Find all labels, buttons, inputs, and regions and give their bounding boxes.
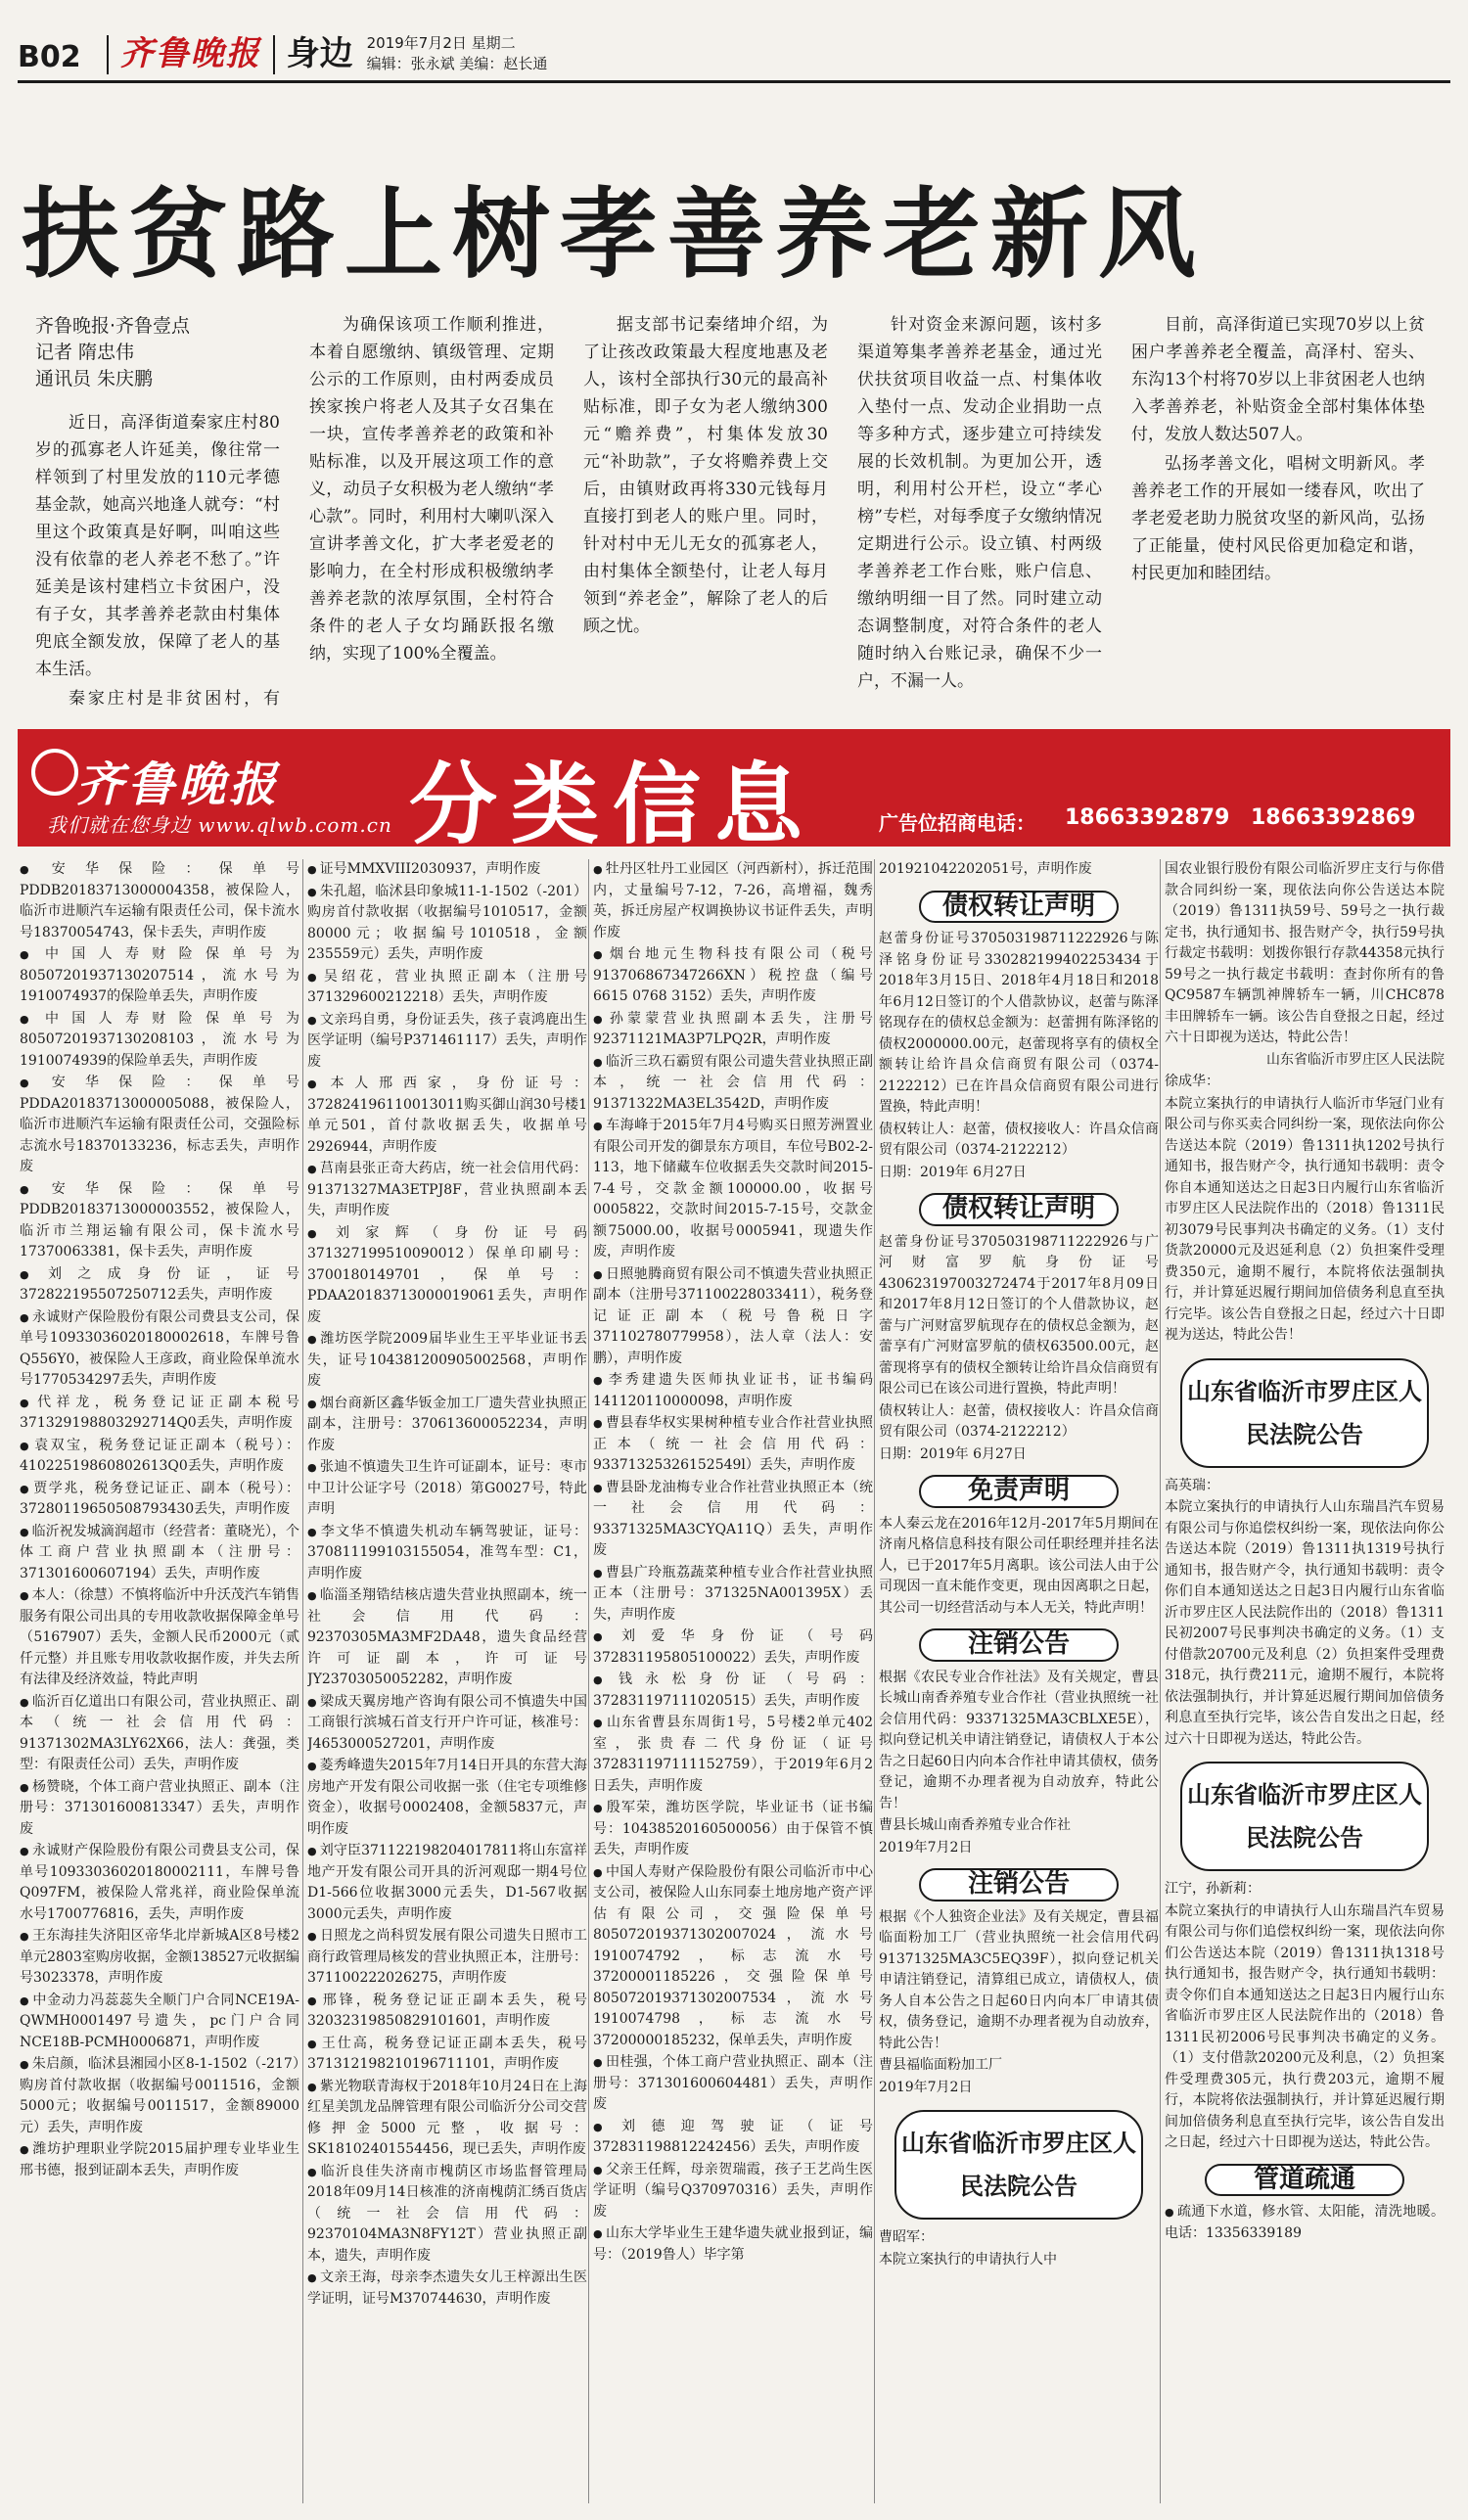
notice-addressee: 徐成华： bbox=[1165, 1074, 1219, 1089]
classified-entry: ● 本人：（徐慧）不慎将临沂中升沃茂汽车销售服务有限公司出具的专用收款收据保障金单号（5167907）丢失，金额人民币2000元（贰仟元整）并且账专用收款收据作废，并失去所有法律及经济效益，特此声明 bbox=[20, 1585, 299, 1691]
classified-entry: ● 中国人寿财险保单号为80507201937130207514，流水号为1910074937的保险单丢失，声明作废 bbox=[20, 944, 299, 1008]
notice-title: 债权转让声明 bbox=[919, 1193, 1119, 1226]
classified-entry: ● 临沂良佳失济南市槐荫区市场监督管理局2018年09月14日核准的济南槐荫汇绣百货店（统一社会信用代码：92370104MA3N8FY12T）营业执照正副本，遗失，声明作废 bbox=[307, 2162, 587, 2268]
classified-entry: ● 文亲王海，母亲李杰遗失女儿王梓源出生医学证明，证号M370744630，声明作废 bbox=[307, 2268, 587, 2310]
notice-paragraph: 赵蕾身份证号370503198711222926与广河财富罗航身份证号430623197003272474于2017年8月09日和2017年8月12日签订的个人借款协议，赵蕾与广河财富罗航现存在的债权总金额为，赵蕾享有广河财富罗航的债权63500.00元，赵蕾现将享有的债权全额转让给许昌众信商贸有限公司已在该公司进行置换，特此声明！ bbox=[879, 1233, 1159, 1397]
classified-entry: ● 潍坊护理职业学院2015届护理专业毕业生邢书德，报到证副本丢失，声明作废 bbox=[20, 2139, 299, 2181]
classified-entry: ● 王仕高，税务登记证正副本丢失，税号371312198210196711101，声明作废 bbox=[307, 2034, 587, 2076]
story-paragraph: 目前，高泽街道已实现70岁以上贫困户孝善养老全覆盖，高泽村、窑头、东沟13个村将70岁以上非贫困老人也纳入孝善养老，补贴资金全部村集体体垫付，发放人数达507人。 bbox=[1131, 315, 1425, 444]
notice-line: 201921042202051号，声明作废 bbox=[879, 861, 1092, 877]
byline-reporter: 记者 隋忠伟 bbox=[35, 342, 135, 363]
banner-slogan: 我们就在您身边 www.qlwb.com.cn bbox=[47, 813, 392, 837]
classified-entry: ● 田桂强，个体工商户营业执照正、副本（注册号：371301600604481）丢失，声明作废 bbox=[593, 2052, 873, 2116]
classified-entry: ● 刘之成身份证，证号372822195507250712丢失，声明作废 bbox=[20, 1264, 299, 1306]
notice-paragraph: 曹昭军： bbox=[879, 2229, 934, 2245]
classified-entry: ● 牡丹区牡丹工业园区（河西新村），拆迁范围内，丈量编号7-12，7-26，高增福，魏秀英，拆迁房屋产权调换协议书证件丢失，声明作废 bbox=[593, 859, 873, 943]
notice-title: 免责声明 bbox=[919, 1475, 1119, 1508]
story-paragraph: 弘扬孝善文化，唱树文明新风。孝善养老工作的开展如一缕春风，吹出了孝老爱老助力脱贫攻坚的新风尚，弘扬了正能量，使村风民俗更加稳定和谐，村民更加和睦团结。 bbox=[1131, 454, 1425, 583]
notice-paragraph: 本院立案执行的申请执行人临沂市华冠门业有限公司与你买卖合同纠纷一案，现依法向你公告送达本院（2019）鲁1311执1202号执行通知书，报告财产令，执行通知书载明：责令你自本通知送达之日起3日内履行山东省临沂市罗庄区人民法院作出的（2018）鲁1311民初3079号民事判决书确定的义务。（1）支付货款20000元及迟延利息（2）负担案件受理费350元，逾期不履行，本院将依法强制执行，并计算延迟履行期间加倍债务利息直至执行完毕。该公告自登报之日起，经过六十日即视为送达，特此公告！ bbox=[1165, 1095, 1445, 1343]
article-headline: 扶贫路上树孝善养老新风 bbox=[22, 177, 1206, 292]
section-name: 身边 bbox=[286, 34, 353, 73]
notice-paragraph: 本院立案执行的申请执行人中 bbox=[879, 2251, 1057, 2268]
story-column-5 bbox=[1131, 311, 1425, 710]
notice-paragraph: 本院立案执行的申请执行人山东瑞昌汽车贸易有限公司与你们追偿权纠纷一案，现依法向你们公告送达本院（2019）鲁1311执1318号执行通知书，报告财产令，执行通知书载明：责令你们自本通知送达之日起3日内履行山东省临沂市罗庄区人民法院作出的（2018）鲁1311民初2006号民事判决书确定的义务。（1）支付借款20200元及利息，（2）负担案件受理费305元，执行费203元，逾期不履行，本院将依法强制执行，并计算延迟履行期间加倍债务利息直至执行完毕，该公告自发出之日起，经过六十日即视为送达，特此公告。 bbox=[1165, 1902, 1445, 2150]
classified-entry: ● 刘爱华身份证（号码372831195805100022）丢失，声明作废 bbox=[593, 1627, 873, 1669]
byline-correspondent: 通讯员 朱庆鹏 bbox=[35, 368, 154, 389]
classified-entry: ● 临沂百亿道出口有限公司，营业执照正、副本（统一社会信用代码：91371302MA3LY62X66，法人：龚强，类型：有限责任公司）丢失，声明作废 bbox=[20, 1692, 299, 1776]
classified-entry: ● 本人邢西家，身份证号：372824196110013011购买御山润30号楼1单元501，首付款收据丢失，收据单号2926944，声明作废 bbox=[307, 1074, 587, 1158]
classified-entry: ● 永诚财产保险股份有限公司费县支公司，保单号10933036020180002618，车牌号鲁Q556Y0，被保险人王彦政，商业险保单流水号1770534297丢失，声明作废 bbox=[20, 1307, 299, 1392]
classified-entry: ● 安华保险：保单号PDDA20183713000005088，被保险人，临沂市进顺汽车运输有限责任公司，交强险标志流水号18370133236，标志丢失，声明作废 bbox=[20, 1073, 299, 1178]
notice-paragraph: 债权转让人：赵蕾，债权接收人：许昌众信商贸有限公司（0374-2122212） bbox=[879, 1402, 1159, 1440]
classified-banner bbox=[18, 729, 1450, 856]
ad-label: 广告位招商电话： bbox=[879, 811, 1035, 835]
column-divider bbox=[588, 859, 589, 2503]
classified-column-5 bbox=[1165, 859, 1445, 2503]
classified-entry: ● 刘守臣371122198204017811将山东富祥地产开发有限公司开具的沂河观邸一期4号位D1-566位收据3000元丢失，D1-567收据3000元丢失，声明作废 bbox=[307, 1841, 587, 1925]
notice-paragraph: 赵蕾身份证号370503198711222926与陈泽铭身份证号330282199402253434于2018年3月15日、2018年4月18日和2018年6月12日签订的个人借款协议，赵蕾与陈泽铭现存在的债权总金额为：赵蕾拥有陈泽铭的债权2000000.00元，赵蕾现将享有的债权全额转让给许昌众信商贸有限公司（0374-2122212）已在许昌众信商贸有限公司进行置换，特此声明！ bbox=[879, 931, 1159, 1115]
classified-entry: ● 曹县广玲瓶荔蔬菜种植专业合作社营业执照正本（注册号：371325NA001395X）丢失，声明作废 bbox=[593, 1563, 873, 1627]
classified-entry: ● 杨赞晓，个体工商户营业执照正、副本（注册号：371301600813347）丢失，声明作废 bbox=[20, 1777, 299, 1841]
editors-line: 编辑：张永斌 美编：赵长通 bbox=[366, 55, 548, 72]
story-column-2 bbox=[309, 311, 554, 710]
classified-entry: ● 安华保险：保单号PDDB20183713000004358，被保险人，临沂市进顺汽车运输有限责任公司，保卡流水号18370054743，保卡丢失，声明作废 bbox=[20, 859, 299, 943]
classified-entry: ● 曹县卧龙油梅专业合作社营业执照正本（统一社会信用代码：93371325MA3CYQA11Q）丢失，声明作废 bbox=[593, 1478, 873, 1562]
classified-entry: ● 刘家辉（身份证号码371327199510090012）保单印刷号：3700180149701，保单号：PDAA20183713000019061丢失，声明作废 bbox=[307, 1223, 587, 1329]
notice-paragraph: 日期：2019年 6月27日 bbox=[879, 1445, 1027, 1462]
masthead-divider bbox=[107, 35, 109, 74]
classified-column-4 bbox=[879, 859, 1159, 2503]
classified-entry: ● 日照驰腾商贸有限公司不慎遗失营业执照正副本（注册号371100228033411），税务登记证正副本（税号鲁税日字371102780779958），法人章（法人：安鹏），声明作废 bbox=[593, 1264, 873, 1370]
classified-entry: ● 父亲王任辉，母亲贺瑞霞，孩子王艺尚生医学证明（编号Q370970316）丢失，声明作废 bbox=[593, 2160, 873, 2223]
classified-entry: ● 王东海挂失济阳区帝华北岸新城A区8号楼2单元2803室购房收据，金额138527元收据编号3023378，声明作废 bbox=[20, 1926, 299, 1990]
byline-source: 齐鲁晚报·齐鲁壹点 bbox=[35, 315, 191, 337]
classified-entry: ● 安华保险：保单号PDDB20183713000003552，被保险人，临沂市兰翔运输有限公司，保卡流水号17370063381，保卡丢失，声明作废 bbox=[20, 1179, 299, 1263]
classified-entry: ● 张迪不慎遗失卫生许可证副本，证号：枣市中卫计公证字号（2018）第G0027号，特此声明 bbox=[307, 1457, 587, 1521]
story-paragraph: 近日，高泽街道秦家庄村80岁的孤寡老人许延美，像往常一样领到了村里发放的110元孝德基金款，她高兴地逢人就夸：“村里这个政策真是好啊，叫咱这些没有依靠的老人养老不愁了。”许延美是该村建档立卡贫困户，没有子女，其孝善养老款由村集体兜底全额发放，保障了老人的基本生活。 bbox=[35, 413, 280, 679]
classified-entry: ● 日照龙之尚科贸发展有限公司遗失日照市工商行政管理局核发的营业执照正本，注册号：371100222026275，声明作废 bbox=[307, 1926, 587, 1990]
classified-entry: ● 李文华不慎遗失机动车辆驾驶证，证号：370811199103155054，准驾车型：C1，声明作废 bbox=[307, 1522, 587, 1585]
classified-entry: ● 山东大学毕业生王建华遗失就业报到证，编号：（2019鲁人）毕字第 bbox=[593, 2223, 873, 2266]
classified-entry: ● 吴绍花，营业执照正副本（注册号371329600212218）丢失，声明作废 bbox=[307, 967, 587, 1009]
classified-entry: ● 贾学兆，税务登记证正、副本（税号）：37280119650508793430丢失，声明作废 bbox=[20, 1479, 299, 1521]
classified-column-2 bbox=[307, 859, 587, 2503]
banner-logo: 齐鲁晚报 bbox=[76, 757, 281, 812]
notice-paragraph: 2019年7月2日 bbox=[879, 1839, 973, 1856]
notice-addressee: 江宁，孙新莉： bbox=[1165, 1881, 1261, 1897]
classified-entry: ● 孙蒙蒙营业执照副本丢失，注册号92371121MA3P7LPQ2R，声明作废 bbox=[593, 1009, 873, 1051]
story-paragraph: 秦家庄村是非贫困村，有 bbox=[69, 689, 280, 709]
notice-paragraph: 曹县长城山南香养殖专业合作社 bbox=[879, 1817, 1071, 1833]
date-line: 2019年7月2日 星期二 bbox=[366, 34, 516, 52]
notice-signature: 山东省临沂市罗庄区人民法院 bbox=[1266, 1051, 1445, 1068]
classified-entry: ● 菱秀峰遗失2015年7月14日开具的东营大海房地产开发有限公司收据一张（住宅专项维修资金），收据号0002408，金额5837元，声明作废 bbox=[307, 1756, 587, 1840]
classified-entry: ● 钱永松身份证（号码：372831197111020515）丢失，声明作废 bbox=[593, 1670, 873, 1712]
newspaper-logo: 齐鲁晚报 bbox=[119, 34, 261, 73]
notice-title: 债权转让声明 bbox=[919, 891, 1119, 924]
masthead-divider bbox=[273, 35, 275, 74]
column-divider bbox=[302, 859, 303, 2503]
column-divider bbox=[874, 859, 875, 2503]
classified-entry: ● 临沂祝发城滴润超市（经营者：董晓光），个体工商户营业执照副本（注册号：371301600607194）丢失，声明作废 bbox=[20, 1522, 299, 1585]
story-paragraph: 为确保该项工作顺利推进，本着自愿缴纳、镇级管理、定期公示的工作原则，由村两委成员挨家挨户将老人及其子女召集在一块，宣传孝善养老的政策和补贴标准，以及开展这项工作的意义，动员子女积极为老人缴纳“孝心款”。同时，利用村大喇叭深入宣讲孝善文化，扩大孝老爱老的影响力，在全村形成积极缴纳孝善养老款的浓厚氛围，全村符合条件的老人子女均踊跃报名缴纳，实现了100%全覆盖。 bbox=[309, 315, 554, 664]
notice-paragraph: 根据《农民专业合作社法》及有关规定，曹县长城山南香养殖专业合作社（营业执照统一社会信用代码：93371325MA3CBLXE5E），拟向登记机关申请注销登记，请债权人于本公告之日起60日内向本合作社申请其债权，债务登记，逾期不办理者视为自动放弃，特此公告！ bbox=[879, 1669, 1159, 1811]
classified-entry: ● 代祥龙，税务登记证正副本税号371329198803292714Q0丢失，声明作废 bbox=[20, 1393, 299, 1435]
notice-paragraph: 曹县福临面粉加工厂 bbox=[879, 2057, 1002, 2073]
classified-entry: ● 临沂三玖石霸贸有限公司遗失营业执照正副本，统一社会信用代码：91371322MA3EL3542D，声明作废 bbox=[593, 1052, 873, 1116]
notice-paragraph: 本人秦云龙在2016年12月-2017年5月期间在济南凡格信息科技有限公司任职经理并挂名法人，已于2017年5月离职。该公司法人由于公司现因一直未能作变更，现由因离职之日起，其公司一切经营活动与本人无关，特此声明！ bbox=[879, 1515, 1159, 1616]
ad-phone-2: 18663392869 bbox=[1251, 805, 1416, 830]
story-column-1 bbox=[35, 409, 280, 710]
ad-phone-1: 18663392879 bbox=[1065, 805, 1230, 830]
classified-entry: ● 紫光物联青海权于2018年10月24日在上海红星美凯龙品牌管理有限公司临沂分公司交营修押金5000元整，收据号：SK18102401554456，现已丢失，声明作废 bbox=[307, 2077, 587, 2161]
classified-entry: ● 中国人寿财险保单号为80507201937130208103，流水号为1910074939的保险单丢失，声明作废 bbox=[20, 1009, 299, 1073]
classified-entry: ● 潍坊医学院2009届毕业生王平毕业证书丢失，证号104381200905002568，声明作废 bbox=[307, 1329, 587, 1393]
court-notice-title: 山东省临沂市罗庄区人民法院公告 bbox=[895, 2110, 1143, 2220]
classified-entry: ● 梁成天翼房地产咨询有限公司不慎遗失中国工商银行滨城石首支行开户许可证，核准号：J4653000527201，声明作废 bbox=[307, 1692, 587, 1756]
story-paragraph: 针对资金来源问题，该村多渠道筹集孝善养老基金，通过光伏扶贫项目收益一点、村集体收入垫付一点、发动企业捐助一点等多种方式，逐步建立可持续发展的长效机制。为更加公开，透明，利用村公开栏，设立“孝心榜”专栏，对每季度子女缴纳情况定期进行公示。设立镇、村两级孝善养老工作台账，账户信息、缴纳明细一目了然。同时建立动态调整制度，对符合条件的老人随时纳入台账记录，确保不少一户，不漏一人。 bbox=[857, 315, 1102, 691]
story-column-4 bbox=[857, 311, 1102, 710]
classified-entry: ● 曹县春华权实果树种植专业合作社营业执照正本（统一社会信用代码：93371325326152549l）丢失，声明作废 bbox=[593, 1413, 873, 1477]
column-divider bbox=[1160, 859, 1161, 2503]
classified-entry: ● 刘德迎驾驶证（证号372831198812242456）丢失，声明作废 bbox=[593, 2117, 873, 2159]
classified-entry: ● 中国人寿财产保险股份有限公司临沂市中心支公司，被保险人山东同泰土地房地产资产评估有限公司，交强险保单号805072019371302007024，流水号1910074792，标志流水号37200001185226，交强险保单号805072019371302007534，流水号1910074798，标志流水号37200000185232，保单丢失，声明作废 bbox=[593, 1862, 873, 2052]
article-byline bbox=[35, 313, 329, 392]
classified-entry: ● 山东省曹县东周街1号，5号楼2单元402室，张贵春二代身份证（证号372831197111152759），于2019年6月2日丢失，声明作废 bbox=[593, 1713, 873, 1797]
logo-icon bbox=[31, 749, 78, 796]
pipe-service-text: ● 疏通下水道，修水管、太阳能，清洗地暖。 电话：13356339189 bbox=[1165, 2202, 1445, 2244]
notice-paragraph: 2019年7月2日 bbox=[879, 2079, 973, 2095]
notice-addressee: 高英瑞： bbox=[1165, 1477, 1219, 1493]
classified-entry: ● 李秀建遗失医师执业证书，证书编码141120110000098，声明作废 bbox=[593, 1370, 873, 1412]
notice-paragraph: 根据《个人独资企业法》及有关规定，曹县福临面粉加工厂（营业执照统一社会信用代码91371325MA3C5EQ39F），拟向登记机关申请注销登记，清算组已成立，请债权人，债务人自本公告之日起60日内向本厂申请其债权，债务登记，逾期不办理者视为自动放弃，特此公告！ bbox=[879, 1908, 1159, 2051]
pipe-service-title: 管道疏通 bbox=[1205, 2164, 1404, 2197]
notice-paragraph: 日期：2019年 6月27日 bbox=[879, 1164, 1027, 1180]
classified-entry: ● 袁双宝，税务登记证正副本（税号）：41022519860802613Q0丢失，声明作废 bbox=[20, 1436, 299, 1478]
classified-entry: ● 证号MMXVIII2030937，声明作废 bbox=[307, 859, 587, 881]
classified-column-3 bbox=[593, 859, 873, 2503]
notice-paragraph: 债权转让人：赵蕾，债权接收人：许昌众信商贸有限公司（0374-2122212） bbox=[879, 1121, 1159, 1158]
classified-entry: ● 莒南县张正奇大药店，统一社会信用代码：91371327MA3ETPJ8F，营业执照副本丢失，声明作废 bbox=[307, 1159, 587, 1222]
classified-entry: ● 文亲玛自勇，身份证丢失，孩子袁鸿鹿出生医学证明（编号P371461117）丢失，声明作废 bbox=[307, 1010, 587, 1074]
classified-entry: ● 永诚财产保险股份有限公司费县支公司，保单号10933036020180002111，车牌号鲁Q097FM，被保险人常兆祥，商业险保单流水号1700776816，丢失，声明作废 bbox=[20, 1841, 299, 1925]
notice-title: 注销公告 bbox=[919, 1868, 1119, 1901]
classified-entry: ● 烟台商新区鑫华钣金加工厂遗失营业执照正副本，注册号：370613600052234，声明作废 bbox=[307, 1394, 587, 1457]
classified-entry: ● 车海峰于2015年7月4号购买日照芳洲置业有限公司开发的御景东方项目，车位号B02-2-113，地下储藏车位收据丢失交款时间2015-7-4号，交款金额100000.00，收据号0005822，交款时间2015-7-15号，交款金额75000.00，收据号0005941，现遗失作废，声明作废 bbox=[593, 1116, 873, 1263]
notice-paragraph: 本院立案执行的申请执行人山东瑞昌汽车贸易有限公司与你追偿权纠纷一案，现依法向你公告送达本院（2019）鲁1311执1319号执行通知书，报告财产令，执行通知书载明：责令你们自本通知送达之日起3日内履行山东省临沂市罗庄区人民法院作出的（2018）鲁1311民初2007号民事判决书确定的义务。（1）支付借款20700元及利息（2）负担案件受理费318元，执行费211元，逾期不履行，本院将依法强制执行，并计算延迟履行期间加倍债务利息直至执行完毕，该公告自发出之日起，经过六十日即视为送达，特此公告。 bbox=[1165, 1499, 1445, 1747]
classified-entry: ● 烟台地元生物科技有限公司（税号913706867347266XN）税控盘（编号6615 0768 3152）丢失，声明作废 bbox=[593, 944, 873, 1008]
notice-paragraph: 国农业银行股份有限公司临沂罗庄支行与你借款合同纠纷一案，现依法向你公告送达本院（2019）鲁1311执59号、59号之一执行裁定书，执行通知书、报告财产令，执行59号执行裁定书载明：划拨你银行存款44358元执行59号之一执行裁定书载明：查封你所有的鲁QC9587车辆凯神牌轿车一辆，川CHC878丰田牌轿车一辆。该公告自登报之日起，经过六十日即视为送达，特此公告！ bbox=[1165, 861, 1445, 1045]
masthead bbox=[18, 18, 1450, 83]
page-number: B02 bbox=[18, 40, 81, 74]
classified-column-1 bbox=[20, 859, 299, 2503]
banner-title: 分类信息 bbox=[409, 754, 816, 856]
classified-entry: ● 邢锋，税务登记证正副本丢失，税号32032319850829101601，声明作废 bbox=[307, 1991, 587, 2033]
classified-entry: ● 中金动力冯蕊蕊失全顺门户合同NCE19A-QWMH0001497号遗失，pc门户合同NCE18B-PCMH0006871，声明作废 bbox=[20, 1991, 299, 2054]
classified-entry: ● 临淄圣翔锆结核店遗失营业执照副本，统一社会信用代码：92370305MA3MF2DA48，遗失食品经营许可证副本，许可证号JY23703050052282，声明作废 bbox=[307, 1585, 587, 1691]
notice-title: 注销公告 bbox=[919, 1628, 1119, 1662]
classified-entry: ● 殷军荣，潍坊医学院，毕业证书（证书编号：10438520160500056）由于保管不慎丢失，声明作废 bbox=[593, 1798, 873, 1861]
court-notice-title: 山东省临沂市罗庄区人民法院公告 bbox=[1180, 1762, 1429, 1871]
story-column-3 bbox=[583, 311, 828, 710]
court-notice-title: 山东省临沂市罗庄区人民法院公告 bbox=[1180, 1358, 1429, 1468]
classified-entry: ● 朱孔超，临沭县印象城11-1-1502（-201）购房首付款收据（收据编号1010517，金额80000元；收据编号1010518，金额235559元）丢失，声明作废 bbox=[307, 882, 587, 966]
classified-entry: ● 朱启颜，临沭县湘园小区8-1-1502（-217）购房首付款收据（收据编号0011516，金额5000元；收据编号0011517，金额89000元）丢失，声明作废 bbox=[20, 2054, 299, 2138]
masthead-meta bbox=[367, 33, 548, 74]
story-paragraph: 据支部书记秦绪坤介绍，为了让孩改政策最大程度地惠及老人，该村全部执行30元的最高补贴标准，即子女为老人缴纳300元“赡养费”，村集体发放30元“补助款”，子女将赡养费上交后，由镇财政再将330元钱每月直接打到老人的账户里。同时，针对村中无儿无女的孤寡老人，由村集体全额垫付，让老人每月领到“养老金”，解除了老人的后顾之忧。 bbox=[583, 315, 828, 636]
